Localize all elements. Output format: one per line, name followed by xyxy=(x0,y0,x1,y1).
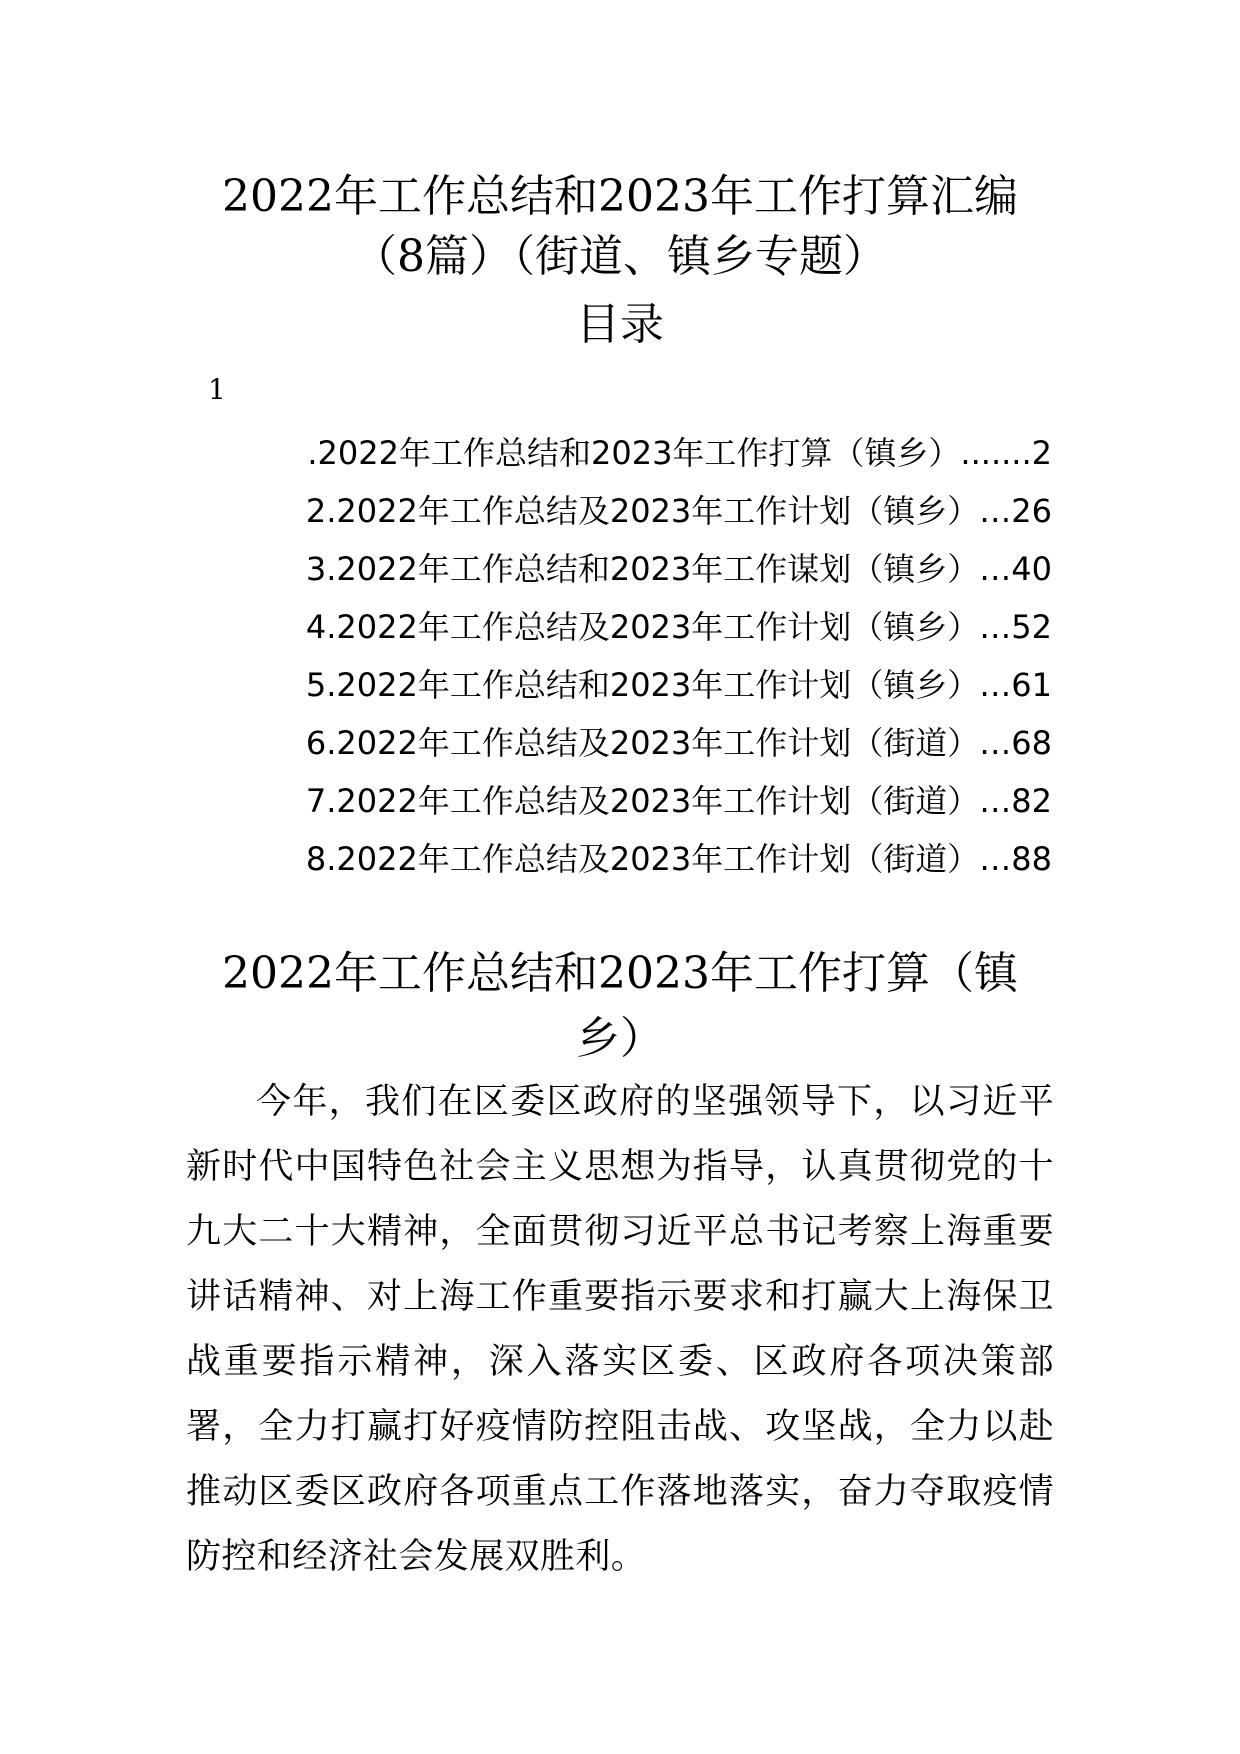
toc-marker: 1 xyxy=(208,373,226,406)
toc-entry-6[interactable]: 6.2022年工作总结及2023年工作计划（街道）…68 xyxy=(305,724,1052,762)
section-title-line-2: 乡） xyxy=(576,1013,664,1064)
document-title-line-1: 2022年工作总结和2023年工作打算汇编 xyxy=(222,171,1018,222)
toc-entry-1[interactable]: .2022年工作总结和2023年工作打算（镇乡）.......2 xyxy=(307,434,1052,472)
toc-heading: 目录 xyxy=(576,299,664,350)
toc-entry-3[interactable]: 3.2022年工作总结和2023年工作谋划（镇乡）…40 xyxy=(305,550,1052,588)
section-title-line-1: 2022年工作总结和2023年工作打算（镇 xyxy=(222,948,1018,999)
toc-entry-7[interactable]: 7.2022年工作总结及2023年工作计划（街道）…82 xyxy=(305,782,1052,820)
document-title-line-2: （8篇）（街道、镇乡专题） xyxy=(353,231,887,282)
toc-entry-8[interactable]: 8.2022年工作总结及2023年工作计划（街道）…88 xyxy=(305,840,1052,878)
toc-entry-4[interactable]: 4.2022年工作总结及2023年工作计划（镇乡）…52 xyxy=(305,608,1052,646)
toc-entry-2[interactable]: 2.2022年工作总结及2023年工作计划（镇乡）…26 xyxy=(305,492,1052,530)
toc-entry-5[interactable]: 5.2022年工作总结和2023年工作计划（镇乡）…61 xyxy=(305,666,1052,704)
body-paragraph: 今年，我们在区委区政府的坚强领导下，以习近平新时代中国特色社会主义思想为指导，认真贯彻党的十九大二十大精神，全面贯彻习近平总书记考察上海重要讲话精神、对上海工作重要指示要求和打赢大上海保卫战重要指示精神，深入落实区委、区政府各项决策部署，全力打赢打好疫情防控阻击战、攻坚战，全力以赴推动区委区政府各项重点工作落地落实，奋力夺取疫情防控和经济社会发展双胜利。 xyxy=(186,1082,1054,1577)
